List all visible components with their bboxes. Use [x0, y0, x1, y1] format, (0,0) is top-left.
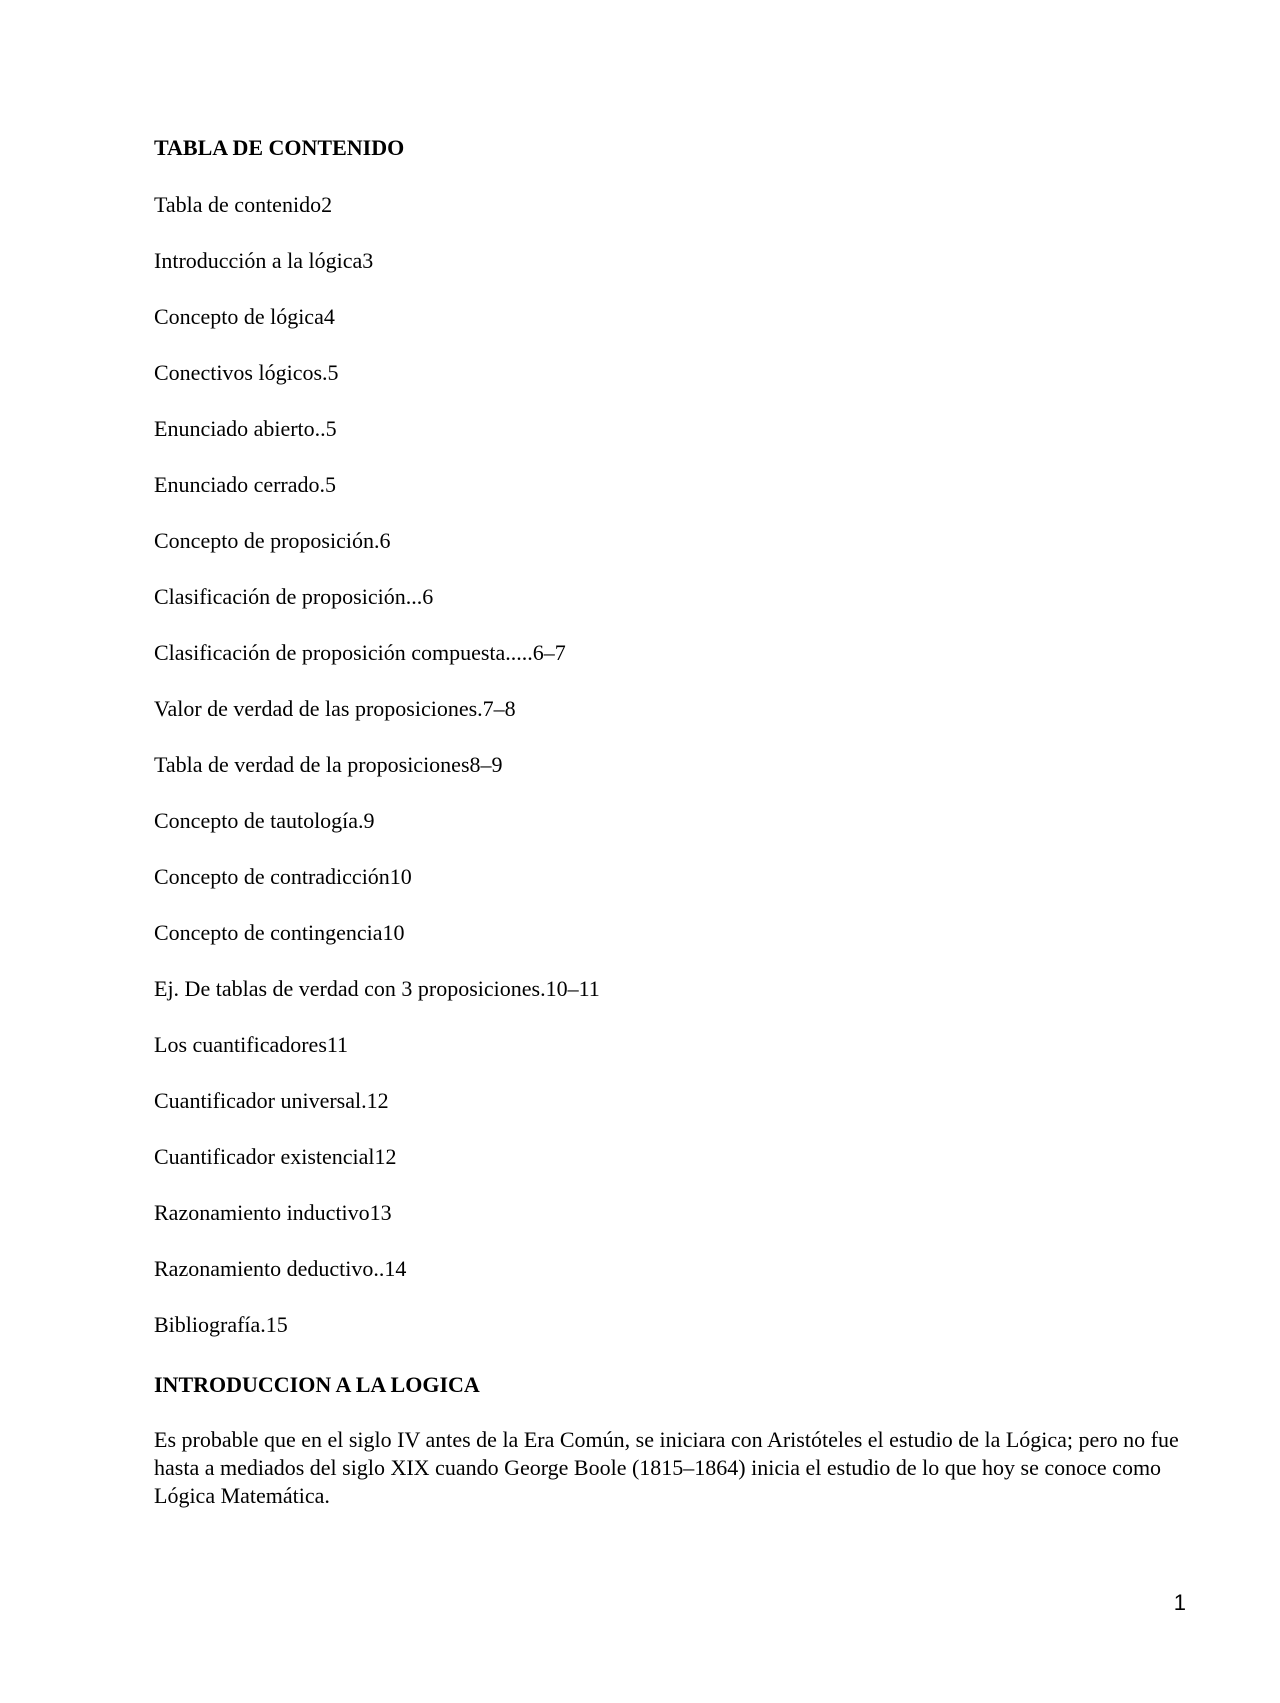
toc-item[interactable]: Cuantificador existencial12 — [154, 1144, 397, 1169]
toc-item[interactable]: Clasificación de proposición...6 — [154, 584, 434, 609]
toc-heading: TABLA DE CONTENIDO — [154, 135, 405, 160]
section-heading: INTRODUCCION A LA LOGICA — [154, 1372, 480, 1397]
intro-paragraph: Es probable que en el siglo IV antes de la Era Común, se iniciara con Aristóteles el estudio de la Lógica; pero no fue hasta a mediados del siglo XIX cuando George Boole (1815–1864) inicia el estudio de lo que hoy se conoce como Lógica Matemática. — [154, 1427, 1179, 1508]
toc-item[interactable]: Cuantificador universal.12 — [154, 1088, 389, 1113]
toc-list — [154, 190, 600, 1366]
toc-item[interactable]: Tabla de contenido2 — [154, 192, 333, 217]
toc-item[interactable]: Concepto de lógica4 — [154, 304, 335, 329]
page-number: 1 — [1173, 1590, 1186, 1615]
toc-item[interactable]: Bibliografía.15 — [154, 1312, 288, 1337]
toc-item[interactable]: Valor de verdad de las proposiciones.7–8 — [154, 696, 516, 721]
toc-item[interactable]: Razonamiento inductivo13 — [154, 1200, 392, 1225]
toc-item[interactable]: Introducción a la lógica3 — [154, 248, 374, 273]
toc-item[interactable]: Concepto de contingencia10 — [154, 920, 405, 945]
toc-item[interactable]: Conectivos lógicos.5 — [154, 360, 339, 385]
toc-item[interactable]: Ej. De tablas de verdad con 3 proposiciones.10–11 — [154, 976, 600, 1001]
toc-item[interactable]: Concepto de tautología.9 — [154, 808, 375, 833]
toc-item[interactable]: Los cuantificadores11 — [154, 1032, 349, 1057]
toc-item[interactable]: Concepto de proposición.6 — [154, 528, 391, 553]
toc-item[interactable]: Tabla de verdad de la proposiciones8–9 — [154, 752, 503, 777]
toc-item[interactable]: Enunciado cerrado.5 — [154, 472, 337, 497]
toc-item[interactable]: Concepto de contradicción10 — [154, 864, 412, 889]
toc-item[interactable]: Clasificación de proposición compuesta.....6–7 — [154, 640, 566, 665]
toc-item[interactable]: Enunciado abierto..5 — [154, 416, 337, 441]
toc-item[interactable]: Razonamiento deductivo..14 — [154, 1256, 407, 1281]
